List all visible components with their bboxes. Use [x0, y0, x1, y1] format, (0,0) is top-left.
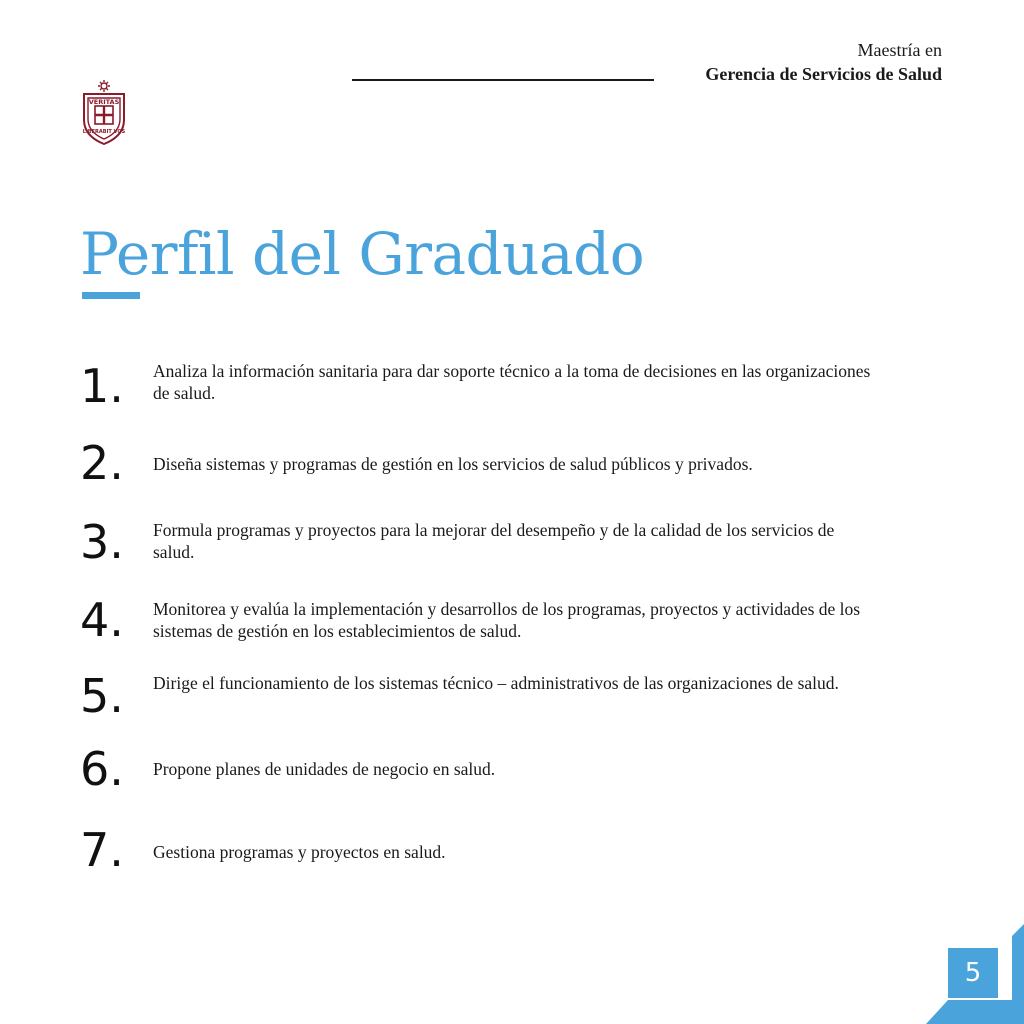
list-item	[80, 437, 880, 497]
list-item	[80, 516, 880, 576]
title-underline	[82, 292, 140, 299]
page-number: 5	[948, 948, 998, 998]
svg-text:LIBERABIT VOS: LIBERABIT VOS	[82, 129, 126, 135]
program-name: Gerencia de Servicios de Salud	[705, 64, 942, 84]
svg-text:VERITAS: VERITAS	[88, 98, 120, 106]
item-number: 3.	[80, 515, 124, 569]
page-title: Perfil del Graduado	[80, 220, 645, 288]
item-text: Dirige el funcionamiento de los sistemas técnico – administrativos de las organizaciones de salud.	[153, 673, 839, 693]
program-prefix: Maestría en	[857, 40, 942, 60]
item-number: 5.	[80, 669, 124, 723]
list-item	[80, 360, 880, 420]
item-text: Gestiona programas y proyectos en salud.	[153, 842, 446, 862]
university-crest-icon	[80, 80, 128, 146]
item-text: Diseña sistemas y programas de gestión en los servicios de salud públicos y privados.	[153, 454, 753, 474]
item-text: Analiza la información sanitaria para dar soporte técnico a la toma de decisiones en las organizaciones de salud.	[153, 361, 871, 403]
document-header	[705, 38, 942, 86]
item-text: Propone planes de unidades de negocio en salud.	[153, 759, 496, 779]
list-item	[80, 670, 880, 730]
item-number: 7.	[80, 823, 124, 877]
item-number: 4.	[80, 593, 124, 647]
list-item	[80, 743, 880, 803]
item-number: 6.	[80, 742, 124, 796]
item-number: 1.	[80, 359, 124, 413]
list-item	[80, 594, 880, 654]
item-number: 2.	[80, 436, 124, 490]
list-item	[80, 824, 880, 884]
header-rule	[352, 79, 654, 81]
item-text: Monitorea y evalúa la implementación y desarrollos de los programas, proyectos y actividades de los sistemas de gestión en los establecimientos de salud.	[153, 599, 861, 641]
item-text: Formula programas y proyectos para la mejorar del desempeño y de la calidad de los servicios de salud.	[153, 520, 835, 562]
